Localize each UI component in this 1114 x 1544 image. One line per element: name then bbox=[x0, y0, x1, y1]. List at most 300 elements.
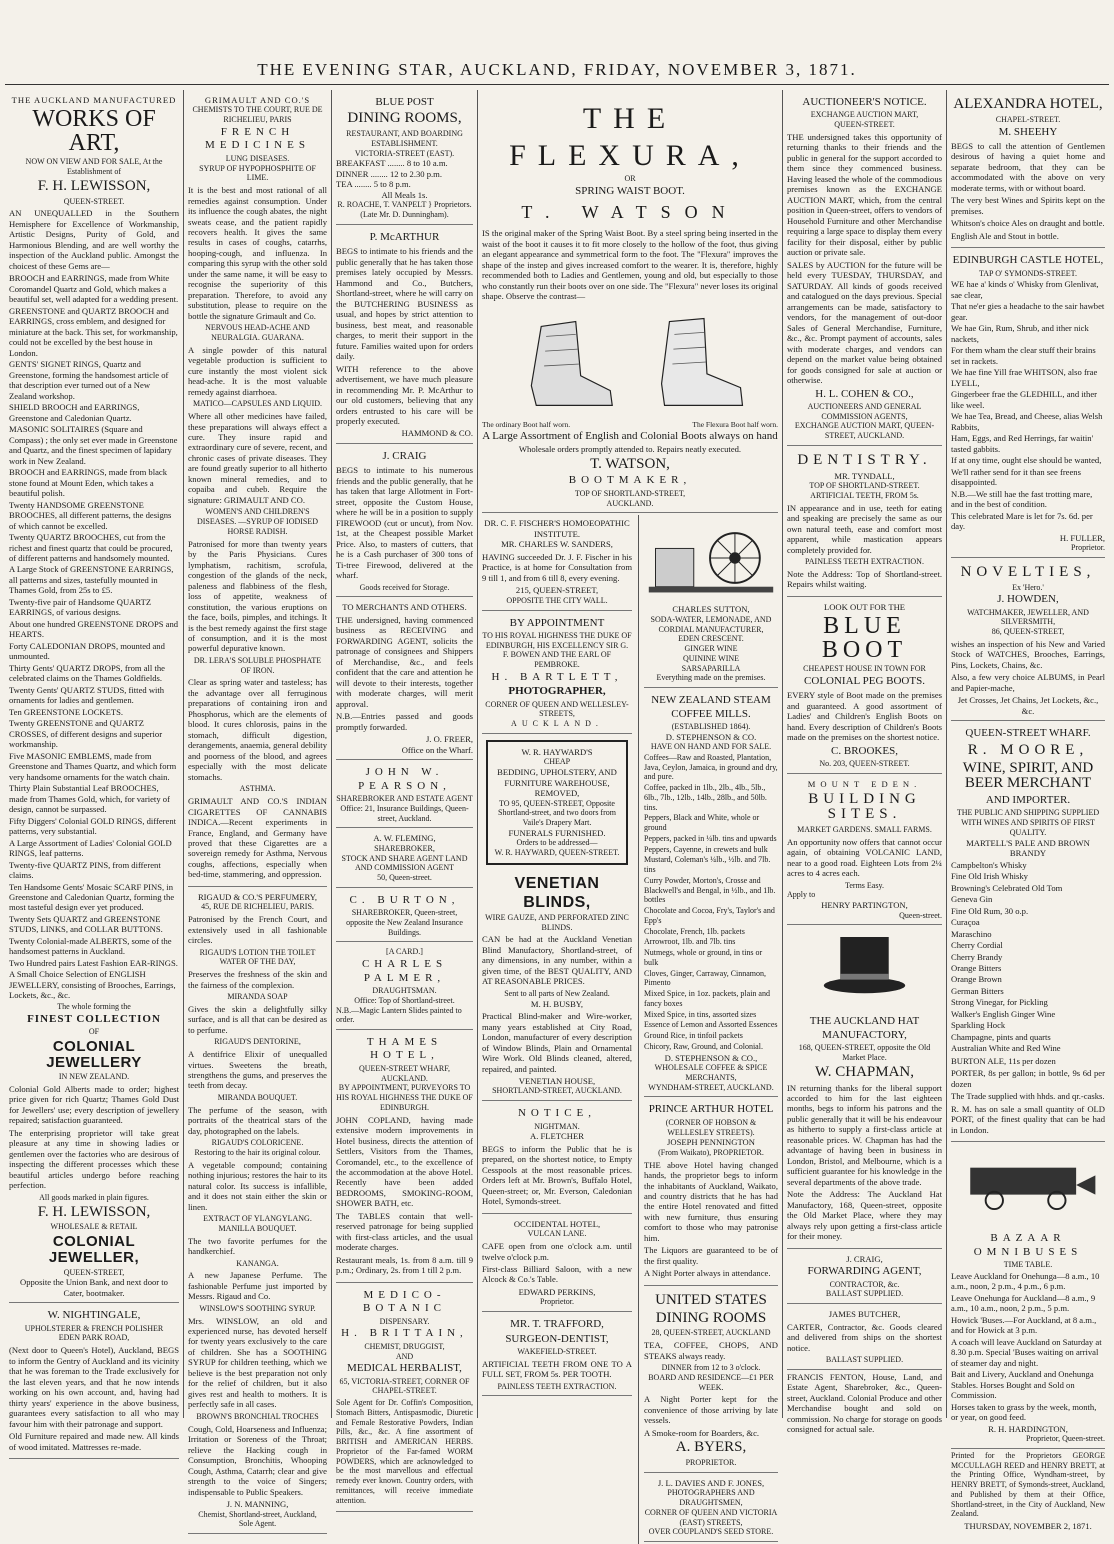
column-6 bbox=[946, 90, 1109, 1532]
boot-assortment: A Large Assortment of English and Colonial Boots always on hand bbox=[482, 429, 778, 442]
howden-trade: WATCHMAKER, JEWELLER, AND SILVERSMITH, bbox=[967, 607, 1089, 627]
burton-ale: BURTON ALE, 11s per dozen bbox=[951, 1055, 1056, 1066]
craig-name: J. CRAIG bbox=[382, 449, 427, 462]
omnibus-icon bbox=[970, 1168, 1076, 1195]
venetian-text: CAN be had at the Auckland Venetian Blind Manufactory, Shortland-street, of any dimensions, in any number, within a given time, of the BEST QUALITY, AND AT REASONABLE PRICES. bbox=[482, 934, 632, 987]
boot-captions bbox=[482, 420, 778, 429]
coffee-estd: (ESTABLISHED 1864). bbox=[671, 721, 751, 731]
fenton-text: FRANCIS FENTON, House, Land, and Estate Agent, Sharebroker, &c., Queen-street, Auckland. Colonial Produce and other Merchandise bought and sold on commission. No charge for storage on goods consigned for actual sale. bbox=[787, 1371, 942, 1435]
poem-line: We hae fine Yill frae WHITSON, also frae LYELL, bbox=[951, 367, 1098, 388]
lewisson-items bbox=[9, 273, 179, 1000]
colonial-jewellery: COLONIAL JEWELLERY bbox=[46, 1037, 142, 1071]
lookout: LOOK OUT FOR THE bbox=[823, 601, 906, 612]
us-tea: TEA, COFFEE, CHOPS, AND STEAKS always ready. bbox=[644, 1340, 778, 1361]
moore-ad bbox=[951, 723, 1105, 1142]
fletcher-ad bbox=[482, 1103, 632, 1214]
lewisson-name-2: F. H. LEWISSON, bbox=[37, 1203, 151, 1220]
butcher-text: CARTER, Contractor, &c. Goods cleared and delivered from ships on the shortest notice. bbox=[787, 1321, 942, 1353]
dispensary-label: DISPENSARY. bbox=[379, 1316, 430, 1326]
prince-porter: A Night Porter always in attendance. bbox=[644, 1268, 771, 1279]
bartlett-ad bbox=[482, 613, 632, 734]
howden-text: wishes an inspection of his New and Varied Stock of WATCHES, Brooches, Earrings, Pins, Lockets, Chains, &c. bbox=[951, 638, 1105, 670]
prince-text: THE above Hotel having changed hands, the proprietor begs to inform the inhabitants of Auckland, Waikato, and country districts that he has had the entire Hotel renovated and fitted with new furniture, thus ensuring comfort to those who may patronise him. bbox=[644, 1159, 778, 1243]
list-item: Orange Bitters bbox=[951, 962, 1002, 973]
occidental-ad bbox=[482, 1216, 632, 1312]
fischer-title: DR. C. F. FISCHER'S HOMOEOPATHIC INSTITUTE. bbox=[484, 518, 630, 539]
byers-sub: PROPRIETOR. bbox=[685, 1458, 737, 1468]
lewisson-ad bbox=[9, 92, 179, 1303]
women-text: Patronised for more than twenty years by the Paris Physicians. Cures lymphatism, rachitism, scrofula, congestion of the glands of the neck, paleness and flabbiness of the flesh, loss of appetite, weakness of constitution, the various eruptions on the face, boils, pimples, and itchings. It is the best remedy against the first stage of consumption, and it is the most powerful depurative known. bbox=[188, 538, 327, 654]
list-item: Ten Handsome Gents' Mosaic SCARF PINS, in Greenstone and Caledonian Quartz, forming the most tasteful design ever yet produced. bbox=[9, 881, 175, 913]
venetian-wire: WIRE GAUZE, AND PERFORATED ZINC BLINDS. bbox=[485, 912, 629, 932]
blue-boot-ad bbox=[787, 599, 942, 774]
sutton-ad bbox=[644, 601, 778, 688]
bp-line-5: VICTORIA-STREET (EAST). bbox=[354, 148, 455, 158]
lewisson-para-1: Colonial Gold Alberts made to order; highest price given for rich Quartz; Thames Gold Dust for Jewellers' use; every description of jewellery repaired; satisfaction guaranteed. bbox=[9, 1084, 179, 1126]
fuller-name: H. FULLER, bbox=[1059, 532, 1105, 543]
syrup-heading: SYRUP OF HYPOPHOSPHITE OF LIME. bbox=[199, 163, 316, 183]
venetian-house: VENETIAN HOUSE, bbox=[518, 1076, 596, 1086]
list-item: Coffees—Raw and Roasted, Plantation, Java, Ceylon, Jamaica, in ground and dry, and pure. bbox=[644, 752, 778, 782]
us-board: BOARD AND RESIDENCE—£1 PER WEEK. bbox=[648, 1372, 774, 1392]
fleming-agent: STOCK AND SHARE AGENT LAND AND COMMISSION AGENT bbox=[341, 853, 468, 873]
prince-title: PRINCE ARTHUR HOTEL bbox=[648, 1103, 774, 1116]
soap-text: Gives the skin a delightfully silky surface, and is all that can be desired as to perfume. bbox=[188, 1003, 327, 1035]
craig-text: BEGS to intimate to his numerous friends and the public generally, that he has taken that large Allotment in Fort-street, opposite the Custom House, where he will be in a position to supply FIREWOOD (cut or uncut), from Nov. 1st, at the Cheapest possible Market Price. Also, to masters of cutters, that he is a Cash purchaser of 300 tons of Ti-tree Firewood, delivered at the wharf. bbox=[336, 465, 473, 581]
davies-name: J. L. DAVIES AND F. JONES, bbox=[657, 1477, 765, 1488]
list-item: Ten GREENSTONE LOCKETS. bbox=[9, 706, 124, 717]
mcarthur-name: P. McARTHUR bbox=[369, 230, 440, 243]
list-item: Nutmegs, whole or ground, in tins or bulk bbox=[644, 948, 763, 967]
perkins-name: EDWARD PERKINS, bbox=[518, 1286, 596, 1297]
thames-meals: Restaurant meals, 1s. from 8 a.m. till 9 p.m.; Ordinary, 2s. from 1 till 2 p.m. bbox=[336, 1254, 473, 1276]
meal-time: DINNER ........ 12 to 2.30 p.m. bbox=[336, 168, 442, 179]
apply-label: Apply to bbox=[787, 890, 816, 900]
guarana-heading: NERVOUS HEAD-ACHE AND NEURALGIA. GUARANA. bbox=[205, 323, 310, 343]
poem-line: Ham, Eggs, and Red Herrings, far waitin' tasted gabbits. bbox=[951, 433, 1094, 454]
novelties-title: NOVELTIES, bbox=[960, 563, 1096, 580]
hat-illustration bbox=[787, 928, 942, 1008]
dentistry-title: DENTISTRY. bbox=[797, 451, 932, 468]
sanders-name: MR. CHARLES W. SANDERS, bbox=[501, 539, 613, 550]
omnibus-illustration bbox=[951, 1145, 1105, 1225]
sutton-note: Everything made on the premises. bbox=[656, 673, 766, 683]
nightingale-name: W. NIGHTINGALE, bbox=[47, 1309, 141, 1322]
mount-eden-ad bbox=[787, 776, 942, 925]
list-item: Geneva Gin bbox=[951, 894, 993, 905]
moore-note: R. M. has on sale a small quantity of OLD PORT, of the finest quality that can be had in London. bbox=[951, 1103, 1105, 1135]
partington-name: HENRY PARTINGTON, bbox=[821, 900, 908, 911]
trafford-teeth: ARTIFICIAL TEETH FROM ONE TO A FULL SET, FROM 5s. PER TOOTH. bbox=[482, 1358, 632, 1380]
lewisson-street-2: QUEEN-STREET, bbox=[63, 1267, 125, 1277]
edinburgh-ad bbox=[951, 250, 1105, 558]
fleming-ad bbox=[336, 830, 473, 887]
list-item: Strong Vinegar, for Pickling bbox=[951, 997, 1048, 1008]
us-dining: DINING ROOMS bbox=[655, 1309, 767, 1326]
browns-heading: BROWN'S BRONCHIAL TROCHES bbox=[196, 1411, 319, 1421]
fletcher-name: A. FLETCHER bbox=[530, 1131, 584, 1142]
stephenson-name-2: D. STEPHENSON & CO., bbox=[664, 1052, 758, 1063]
list-item: Twenty-five QUARTZ PINS, from different claims. bbox=[9, 859, 161, 881]
poem-line: That ne'er gies a headache to the sair hawbet gear. bbox=[951, 301, 1105, 322]
list-item: Forty CALEDONIAN DROPS, mounted and unmounted. bbox=[9, 640, 165, 662]
edinburgh-title: EDINBURGH CASTLE HOTEL, bbox=[952, 254, 1104, 267]
howden-jet: Jet Crosses, Jet Chains, Jet Lockets, &c., &c. bbox=[957, 695, 1099, 716]
watson-address: TOP OF SHORTLAND-STREET, bbox=[574, 488, 686, 498]
rigaud-sub: 45, RUE DE RICHELIEU, PARIS. bbox=[201, 902, 314, 912]
orders-label: Orders to be addressed— bbox=[516, 838, 598, 848]
list-item: Leave Onehunga for Auckland—8 a.m., 9 a.m., 10 a.m., noon, 2 p.m., 5 p.m. bbox=[951, 1292, 1096, 1314]
davies-trade: PHOTOGRAPHERS AND DRAUGHTSMEN, bbox=[667, 1488, 755, 1507]
sutton-addr: EDEN CRESCENT. bbox=[678, 634, 744, 644]
nightman-label: NIGHTMAN. bbox=[534, 1121, 580, 1131]
hero-label: Ex 'Hero.' bbox=[1012, 582, 1044, 592]
flexura-or: OR bbox=[624, 174, 636, 184]
poem-line: N.B.—We still hae the fast trotting mare, and in the best of condition. bbox=[951, 488, 1093, 510]
herbalist-text: Sole Agent for Dr. Coffin's Composition, Stomach Bitters, Antispasmodic, Diuretic and Female Restorative Powders, Indian Pills, &c., &c. A fine assortment of BRITISH and AMERICAN HERBS. Proprietor of the Far-famed WORM POWDERS, which are acknowledged to be the most marvellous and effectual remedy ever known. Country orders, with remittances, will receive immediate attention. bbox=[336, 1398, 473, 1505]
boots-illustration bbox=[482, 306, 778, 416]
cohen-name: H. L. COHEN & CO., bbox=[815, 387, 914, 400]
chapman-note: Note the Address: The Auckland Hat Manufactory, 168, Queen-street, opposite the Old Market Place, where they may always rely upon getting a first-class article for their money. bbox=[787, 1189, 942, 1242]
hat-addr: 168, QUEEN-STREET, opposite the Old Market Place. bbox=[798, 1043, 931, 1062]
bazaar-title: BAZAAR OMNIBUSES bbox=[973, 1232, 1083, 1258]
list-item: Chocolate and Cocoa, Fry's, Taylor's and Epp's bbox=[644, 906, 775, 925]
manning-sole: Sole Agent. bbox=[238, 1519, 277, 1529]
bootmaker-label: BOOTMAKER, bbox=[568, 474, 692, 487]
imprint-date: THURSDAY, NOVEMBER 2, 1871. bbox=[964, 1521, 1092, 1532]
of-label: OF bbox=[88, 1027, 100, 1036]
trafford-name: MR. T. TRAFFORD, bbox=[510, 1318, 604, 1331]
nightingale-text: (Next door to Queen's Hotel), Auckland, BEGS to inform the Gentry of Auckland and its vicinity that he was foreman to the Trade exclusively for the last eleven years, and that he now intends working on his own account, and, having had thirty years' experience in the above business, guarantees every satisfaction to all who may favour him with their patronage and support. bbox=[9, 1345, 179, 1429]
list-item: Australian White and Red Wine bbox=[951, 1043, 1061, 1054]
terms: Terms Easy. bbox=[845, 880, 884, 890]
stephenson-name: D. STEPHENSON & CO. bbox=[665, 731, 757, 742]
building-sites: BUILDING SITES. bbox=[808, 790, 921, 823]
hayward-addr: TO 95, QUEEN-STREET, Opposite Shortland-street, and two doors from Vaile's Drapery Mart. bbox=[498, 798, 616, 828]
list-item: Bait and Livery, Auckland and Onehunga Stables. Horses Bought and Sold on Commission. bbox=[951, 1369, 1094, 1401]
by-appointment: BY APPOINTMENT bbox=[509, 616, 605, 629]
fletcher-text: BEGS to inform the Public that he is prepared, on the shortest notice, to Empty Cesspools at the most reasonable prices. Orders left at Mr. Brown's, Buffalo Hotel, Queen-street; or, Mr. Everson, Caledonian Hotel, Symonds-street. bbox=[482, 1143, 632, 1207]
coloricene-text: A vegetable compound; containing nothing injurious; restores the hair to its natural color. Its success is infallible, and it does not stain either the skin or linen. bbox=[188, 1159, 327, 1212]
have-on-hand: HAVE ON HAND AND FOR SALE. bbox=[650, 742, 772, 752]
bouquet-heading: MIRANDA BOUQUET. bbox=[217, 1092, 298, 1102]
freer-name: J. O. FREER, bbox=[425, 734, 473, 745]
medico-heading: MEDICO-BOTANIC bbox=[362, 1288, 446, 1315]
burton-name: C. BURTON, bbox=[349, 893, 460, 906]
hayward-sign: W. R. HAYWARD, QUEEN-STREET. bbox=[494, 848, 620, 858]
us-title: UNITED STATES bbox=[655, 1291, 767, 1308]
bp-proprietors: R. ROACHE, T. VANPELT } Proprietors. bbox=[337, 200, 472, 210]
pennington-sub: (From Waikato), PROPRIETOR. bbox=[658, 1147, 764, 1157]
coffee-mills-title: NEW ZEALAND STEAM COFFEE MILLS. bbox=[651, 694, 771, 720]
meal-time: TEA ........ 5 to 8 p.m. bbox=[336, 179, 411, 190]
sutton-trade: SODA-WATER, LEMONADE, AND CORDIAL MANUFACTURER, bbox=[650, 614, 772, 634]
nightingale-ad bbox=[9, 1305, 179, 1459]
column-5 bbox=[782, 90, 946, 1435]
poem-line: We hae Gin, Rum, Shrub, and ither nick nackets, bbox=[951, 323, 1089, 344]
wholesale-retail: WHOLESALE & RETAIL bbox=[50, 1222, 138, 1232]
notice-heading: NOTICE, bbox=[517, 1107, 597, 1120]
brittain-ad bbox=[336, 1285, 473, 1513]
time-table: TIME TABLE. bbox=[1003, 1260, 1053, 1270]
drinks-list bbox=[951, 860, 1105, 1054]
moore-name: R. MOORE, bbox=[967, 741, 1089, 758]
list-item: MASONIC SOLITAIRES (Square and Compass) ; the only set ever made in Greenstone and Quartz, and the finest specimen of lapidary work in New Zealand. bbox=[9, 424, 178, 466]
alexandra-title: ALEXANDRA HOTEL, bbox=[953, 96, 1103, 112]
syrup-text: It is the best and most rational of all remedies against consumption. Under its influence the cough abates, the night sweats cease, and the patient rapidly recovers health. It gives the same results in cases of coughs, catarrhs, hooping-cough, and influenza. In comparing this syrup with the other sold under the same name, it will be easy to recognise the superiority of this preparation. Therefore, to avoid any substitution, please to require on the bottle the signature Grimault and Co. bbox=[188, 185, 327, 321]
bp-line-4: ESTABLISHMENT. bbox=[371, 138, 438, 148]
list-item: Cloves, Ginger, Carraway, Cinnamon, Pimento bbox=[644, 968, 767, 988]
list-item: Campbelton's Whisky bbox=[951, 859, 1027, 870]
list-item: A Large Stock of GREENSTONE EARRINGS, all patterns and sizes, tastefully mounted in Thames Gold, from 25s to £5. bbox=[9, 564, 174, 596]
auction-street: QUEEN-STREET. bbox=[834, 120, 895, 130]
martell: MARTELL'S PALE AND BROWN BRANDY bbox=[966, 837, 1090, 859]
list-item: Walker's English Ginger Wine bbox=[951, 1008, 1056, 1019]
butcher-ad bbox=[787, 1306, 942, 1370]
list-item: Two Hundred pairs Latest Fashion EAR-RINGS. bbox=[9, 957, 178, 968]
merchants-text: THE undersigned, having commenced business as RECEIVING and FORWARDING AGENT, solicits the patronage of consignees and Shippers of Merchandise, &c., and feels confident that the care and attention he will devote to their interests, together with moderate charges, will merit approval. bbox=[336, 614, 473, 709]
dentistry-painless: PAINLESS TEETH EXTRACTION. bbox=[805, 557, 924, 567]
list-item: Five MASONIC EMBLEMS, made from Greenstone and Thames Quartz, and which form very handsome ornaments for the watch chain. bbox=[9, 750, 177, 782]
alexandra-street: CHAPEL-STREET. bbox=[995, 114, 1061, 124]
building-text: An opportunity now offers that cannot occur again, of obtaining VOLCANIC LAND, near to a good road. Eighteen Lots from 2¼ acres to 4 acres each. bbox=[787, 836, 942, 879]
venetian-ad bbox=[482, 871, 632, 1101]
fleming-addr: 50, Queen-street. bbox=[377, 873, 432, 883]
grimault-ad bbox=[188, 92, 327, 887]
lewisson-sub: NOW ON VIEW AND FOR SALE, At the Establishment of bbox=[25, 157, 163, 177]
brookes-addr: No. 203, QUEEN-STREET. bbox=[819, 759, 910, 769]
lewisson-name: F. H. LEWISSON, bbox=[37, 177, 151, 194]
list-item: Horses taken to grass by the week, month, or year, on good feed. bbox=[951, 1401, 1097, 1423]
list-item: SHIELD BROOCH and EARRINGS, Greenstone and Caledonian Quartz. bbox=[9, 402, 140, 423]
thames-text: JOHN COPLAND, having made extensive modern improvements in Hotel business, directs the attention of Settlers, Visitors from the Thames, Coromandel, etc., to the excellence of the accommodation at the above Hotel. Recently have been added BEDROOMS, SMOKING-ROOM, SHOWER BATH, etc. bbox=[336, 1114, 473, 1209]
pennington-name: JOSEPH PENNINGTON bbox=[667, 1137, 755, 1148]
fischer-ad bbox=[482, 515, 632, 610]
grimault-sub: CHEMISTS TO THE COURT, RUE DE RICHELIEU, PARIS bbox=[192, 105, 323, 125]
guarana-text: A single powder of this natural vegetable production is sufficient to cure instantly the most violent sick head-ache. It is the most valuable remedy against diarrhoea. bbox=[188, 344, 327, 397]
list-item: Peppers, Black and White, whole or ground bbox=[644, 813, 760, 833]
lung-diseases: LUNG DISEASES. bbox=[225, 153, 290, 163]
list-item: Twenty GREENSTONE and QUARTZ CROSSES, of different designs and superior workmanship. bbox=[9, 718, 163, 750]
soda-machine-illustration bbox=[644, 518, 778, 598]
blue-boot-title: BLUE BOOT bbox=[821, 613, 908, 664]
list-item: A Large Assortment of Ladies' Colonial GOLD RINGS, leaf patterns. bbox=[9, 837, 172, 859]
palmer-ad bbox=[336, 944, 473, 1030]
sheehy-text: BEGS to call the attention of Gentlemen desirous of having a quiet home and separate bedroom, that they can be accommodated with the above on very moderate terms, with or without board. bbox=[951, 140, 1105, 193]
venetian-sent: Sent to all parts of New Zealand. bbox=[504, 988, 610, 998]
exchange-mart: EXCHANGE AUCTION MART, bbox=[810, 110, 919, 120]
lewisson-street: QUEEN-STREET. bbox=[63, 196, 125, 206]
howden-addr: 86, QUEEN-STREET, bbox=[991, 627, 1065, 637]
women-heading: WOMEN'S AND CHILDREN'S DISEASES. —SYRUP OF IODISED HORSE RADISH. bbox=[196, 507, 319, 536]
list-item: Peppers, Cayenne, in crewets and bulk bbox=[644, 844, 768, 854]
flexura-intro: IS the original maker of the Spring Waist Boot. By a steel spring being inserted in the waist of the boot it causes it to fit more closely to the hollow of the foot, thus giving an elegant appearance and symmetrical form to the foot. The "Flexura" improves the shape of the instep and gives increased comfort to the wearer. It is, therefore, highly recommended both to Ladies and Gentlemen, young and old, but especially to those who constantly run their boots over on one side. The "Flexura" never loses its original shape. Observe the contrast— bbox=[482, 228, 778, 302]
list-item: Coffee, packed in 1lb., 2lb., 4lb., 5lb., 6lb., 7lb., 12lb., 14lb., 28lb., and 50lb. tins. bbox=[644, 783, 767, 812]
col4-split bbox=[482, 515, 778, 1544]
perkins-sub: Proprietor. bbox=[540, 1297, 574, 1307]
davies-ad bbox=[644, 1475, 778, 1542]
venetian-addr: SHORTLAND-STREET, AUCKLAND. bbox=[492, 1086, 622, 1096]
trafford-addr: WAKEFIELD-STREET. bbox=[517, 1347, 597, 1356]
hayward-ad bbox=[486, 740, 628, 865]
brookes-name: C. BROOKES, bbox=[831, 744, 898, 757]
hat-ad bbox=[787, 1011, 942, 1248]
us-dinner: DINNER from 12 to 3 o'clock. bbox=[661, 1363, 761, 1373]
masthead: THE EVENING STAR, AUCKLAND, FRIDAY, NOVEMBER 3, 1871. bbox=[257, 60, 857, 79]
meal-time: BREAKFAST ........ 8 to 10 a.m. bbox=[336, 158, 448, 169]
cohen-trade: AUCTIONEERS AND GENERAL COMMISSION AGENTS, bbox=[807, 401, 922, 421]
list-item: Ground Rice, in tinfoil packets bbox=[644, 1031, 743, 1041]
ylang-heading: EXTRACT OF YLANGYLANG. MANILLA BOUQUET. bbox=[203, 1214, 312, 1233]
mount-eden: MOUNT EDEN. bbox=[807, 779, 922, 790]
bouquet-text: The perfume of the season, with portraits of the theatrical stars of the day, photographed on the labels. bbox=[188, 1104, 327, 1136]
thames-name: THAMES HOTEL, bbox=[366, 1036, 443, 1062]
trade-supplied: The Trade supplied with hhds. and qr.-casks. bbox=[951, 1091, 1105, 1102]
ballast: BALLAST SUPPLIED. bbox=[825, 1289, 904, 1299]
list-item: Twenty Gents' QUARTZ STUDS, fitted with ornaments for ladies and gentlemen. bbox=[9, 684, 165, 706]
bp-line-1: BLUE POST bbox=[375, 96, 434, 108]
manning-sub: Chemist, Shortland-street, Auckland, bbox=[198, 1509, 317, 1519]
nightingale-trade: UPHOLSTERER & FRENCH POLISHER bbox=[24, 1323, 164, 1333]
dentistry-ad bbox=[787, 448, 942, 597]
list-item: Orange Brown bbox=[951, 974, 1002, 985]
sanders-opp: OPPOSITE THE CITY WALL. bbox=[506, 595, 608, 605]
bazaar-ad bbox=[951, 1228, 1105, 1449]
ylang-text: The two favorite perfumes for the handkerchief. bbox=[188, 1235, 327, 1257]
pearson-ad bbox=[336, 762, 473, 828]
tyndall-name: MR. TYNDALL, bbox=[834, 470, 895, 481]
list-item: Curry Powder, Morton's, Crosse and Blackwell's and Bengal, in ½lb., and 1lb. bottles bbox=[644, 875, 776, 905]
thames-appointment: BY APPOINTMENT, PURVEYORS TO HIS ROYAL HIGHNESS THE DUKE OF EDINBURGH. bbox=[336, 1083, 473, 1112]
pearson-sub: SHAREBROKER AND ESTATE AGENT bbox=[336, 794, 473, 804]
list-item: Mixed Spice, in 1oz. packets, plain and fancy boxes bbox=[644, 989, 770, 1008]
and-label: AND bbox=[395, 1351, 414, 1361]
col4-right bbox=[638, 515, 778, 1544]
nightingale-furniture: Old Furniture repaired and made new. All kinds of wood imitated. Mattresses re-made. bbox=[9, 1431, 179, 1452]
lewisson-title: WORKS OF ART, bbox=[32, 106, 156, 157]
list-item: Twenty Colonial-made ALBERTS, some of the handsomest patterns in Auckland. bbox=[9, 935, 172, 957]
merchants-ad bbox=[336, 599, 473, 760]
sheehy-name: M. SHEEHY bbox=[998, 125, 1058, 138]
palmer-office: Office: Top of Shortland-street. bbox=[354, 995, 455, 1005]
hayward-cheap: CHEAP bbox=[543, 757, 571, 767]
market-gardens: MARKET GARDENS. SMALL FARMS. bbox=[797, 825, 932, 835]
list-item: Champagne, pints and quarts bbox=[951, 1031, 1051, 1042]
palmer-nb: N.B.—Magic Lantern Slides painted to order. bbox=[336, 1005, 462, 1025]
column-4 bbox=[477, 90, 782, 1537]
funerals: FUNERALS FURNISHED. bbox=[508, 827, 606, 838]
french-medicines: FRENCH MEDICINES bbox=[205, 125, 310, 152]
leras-text: Clear as spring water and tasteless; has the advantage over all ferruginous preparations of containing iron and Phosphorus, which are the elements of blood. It cures chlorosis, pains in the stomach, difficult digestion, derangements, anaemia, general debility and poorness of the blood, and agrees especially with the most delicate stomachs. bbox=[188, 677, 327, 782]
matico-text: Where all other medicines have failed, these preparations will always effect a cure. They insure rapid and extraordinary cure of severe, recent, and chronic cases of private diseases. They are found greatly superior to all hitherto known mineral remedies, and to copaiba and cubeb. Require the signature: GRIMAULT AND CO. bbox=[188, 411, 327, 505]
list-item: GENTS' SIGNET RINGS, Quartz and Greenstone, forming the handsomest article of that description ever turned out of a New Zealand workshop. bbox=[9, 359, 169, 401]
all-meals: All Meals 1s. bbox=[381, 189, 428, 200]
mcarthur-text: BEGS to intimate to his friends and the public generally that he has taken those premises lately occupied by Messrs. Hammond and Co., Butchers, Shortland-street, where he will carry on the BUTCHERING BUSINESS as usual, and hopes by strict attention to business, best meat, and reasonable charges, to merit their support in the future. Families waited upon for orders daily. bbox=[336, 246, 473, 362]
chapman-name: W. CHAPMAN, bbox=[814, 1063, 915, 1080]
leras-heading: DR. LERA'S SOLUBLE PHOSPHATE OF IRON. bbox=[193, 655, 322, 675]
photographer-label: PHOTOGRAPHER, bbox=[508, 685, 606, 698]
winslow-heading: WINSLOW'S SOOTHING SYRUP. bbox=[199, 1303, 316, 1313]
soap-heading: MIRANDA SOAP bbox=[227, 992, 288, 1002]
bp-late: (Late Mr. D. Dunningham). bbox=[360, 210, 449, 220]
hat-title: THE AUCKLAND HAT MANUFACTORY, bbox=[809, 1015, 920, 1041]
cohen-addr: EXCHANGE AUCTION MART, QUEEN-STREET, AUCKLAND. bbox=[794, 421, 935, 441]
busby-text: Practical Blind-maker and Wire-worker, many years established at City Road, London, manufacturer of every description of Window Blinds, Plain and Ornamental Wire Work. Old Blinds cleaned, altered, repaired, and painted. bbox=[482, 1011, 632, 1074]
rigaud-title: RIGAUD & CO.'S PERFUMERY, bbox=[197, 891, 318, 902]
coffee-list bbox=[644, 753, 778, 1052]
in-nz: IN NEW ZEALAND. bbox=[58, 1072, 130, 1082]
alexandra-ad bbox=[951, 92, 1105, 248]
nightingale-road: EDEN PARK ROAD, bbox=[58, 1333, 130, 1343]
prince-arthur-ad bbox=[644, 1099, 778, 1285]
asthma-heading: ASTHMA. bbox=[239, 784, 276, 794]
list-item: Fine Old Irish Whisky bbox=[951, 871, 1028, 882]
list-item: Fine Old Rum, 30 o.p. bbox=[951, 905, 1029, 916]
harding-name: R. H. HARDINGTON, bbox=[988, 1423, 1068, 1434]
moore-importer: AND IMPORTER. bbox=[985, 794, 1071, 806]
blue-boot-text: EVERY style of Boot made on the premises and guaranteed. A good assortment of Ladies' and Children's English Boots on hand. Every description of Children's Boots made on the premises on the shortest notice. bbox=[787, 690, 942, 743]
hammond-sign: HAMMOND & CO. bbox=[401, 428, 473, 439]
list-item: Chocolate, French, 1lb. packets bbox=[644, 926, 745, 936]
prince-liquors: The Liquors are guaranteed to be of the first quality. bbox=[644, 1245, 778, 1266]
lotion-text: Preserves the freshness of the skin and the fairness of the complexion. bbox=[188, 969, 327, 990]
burton-addr: opposite the New Zealand Insurance Buildings. bbox=[346, 917, 463, 937]
manning-name: J. N. MANNING, bbox=[226, 1499, 289, 1510]
bartlett-name: H. BARTLETT, bbox=[491, 670, 623, 683]
grimault-title: GRIMAULT AND CO.'S bbox=[204, 95, 311, 105]
busby-name: M. H. BUSBY, bbox=[530, 998, 584, 1009]
mcarthur-ad bbox=[336, 227, 473, 444]
flexura-ad bbox=[482, 92, 778, 513]
fleming-trade: SHAREBROKER, bbox=[374, 843, 435, 853]
list-item: Maraschino bbox=[951, 928, 992, 939]
partington-sub: Queen-street. bbox=[899, 910, 942, 920]
moore-public: THE PUBLIC AND SHIPPING SUPPLIED WITH WINES AND SPIRITS OF FIRST QUALITY. bbox=[956, 808, 1100, 837]
lewisson-header: THE AUCKLAND MANUFACTURED bbox=[11, 95, 177, 105]
brittain-name: H. BRITTAIN, bbox=[341, 1327, 468, 1340]
card-label: [A CARD.] bbox=[386, 947, 423, 957]
alexandra-whitson: Whitson's choice Ales on draught and bottle. bbox=[951, 218, 1105, 229]
craig-name-2: J. CRAIG, bbox=[846, 1253, 883, 1264]
butcher-name: JAMES BUTCHER, bbox=[828, 1309, 901, 1320]
edinburgh-poem bbox=[951, 279, 1105, 531]
craig-goods: Goods received for Storage. bbox=[359, 582, 450, 592]
butcher-ballast: BALLAST SUPPLIED. bbox=[825, 1355, 904, 1365]
contractor: CONTRACTOR, &c. bbox=[829, 1279, 900, 1289]
list-item: Thirty Plain Substantial Leaf BROOCHES, made from Thames Gold, which, for variety of design, cannot be surpassed. bbox=[9, 783, 170, 815]
winslow-text: Mrs. WINSLOW, an old and experienced nurse, has devoted herself for twenty years exclusively to the care of children. She has a SOOTHING SYRUP for children teething, which we believe is the best preparation not only for the relief of children, but it also gives rest and health to mothers. It is perfectly safe in all cases. bbox=[188, 1315, 327, 1410]
trafford-painless: PAINLESS TEETH EXTRACTION. bbox=[497, 1381, 617, 1391]
kananga-heading: KANANGA. bbox=[236, 1258, 279, 1268]
merchants-note: N.B.—Entries passed and goods promptly forwarded. bbox=[336, 711, 473, 732]
brittain-sub: CHEMIST, DRUGGIST, bbox=[364, 1341, 445, 1351]
fleming-name: A. W. FLEMING, bbox=[373, 833, 436, 844]
alexandra-ale: English Ale and Stout in bottle. bbox=[951, 230, 1059, 241]
us-smoke: A Smoke-room for Boarders, &c. bbox=[644, 1427, 760, 1438]
harding-sub: Proprietor, Queen-street. bbox=[1026, 1434, 1105, 1444]
list-item: Thirty Gents' QUARTZ DROPS, from all the celebrated claims on the Thames Goldfields. bbox=[9, 662, 165, 684]
hayward-name: W. R. HAYWARD'S bbox=[521, 746, 593, 757]
us-addr: 28, QUEEN-STREET, AUCKLAND bbox=[651, 1328, 771, 1338]
flexura-subtitle: SPRING WAIST BOOT. bbox=[575, 184, 685, 197]
list-item: Fifty Diggers' Colonial GOLD RINGS, different patterns, very substantial. bbox=[9, 815, 177, 837]
list-item: Browning's Celebrated Old Tom bbox=[951, 882, 1063, 893]
blue-post-ad bbox=[336, 92, 473, 225]
list-item: A coach will leave Auckland on Saturday at 8.30 p.m. Special 'Buses waiting on arrival of steamer day and night. bbox=[951, 1336, 1102, 1368]
list-item: Twenty QUARTZ BROOCHES, cut from the richest and finest quartz that could be procured, of different patterns and handsomely mounted. bbox=[9, 532, 173, 563]
occidental-addr: VULCAN LANE. bbox=[527, 1229, 587, 1239]
qs-wharf: QUEEN-STREET WHARF. bbox=[965, 727, 1091, 740]
